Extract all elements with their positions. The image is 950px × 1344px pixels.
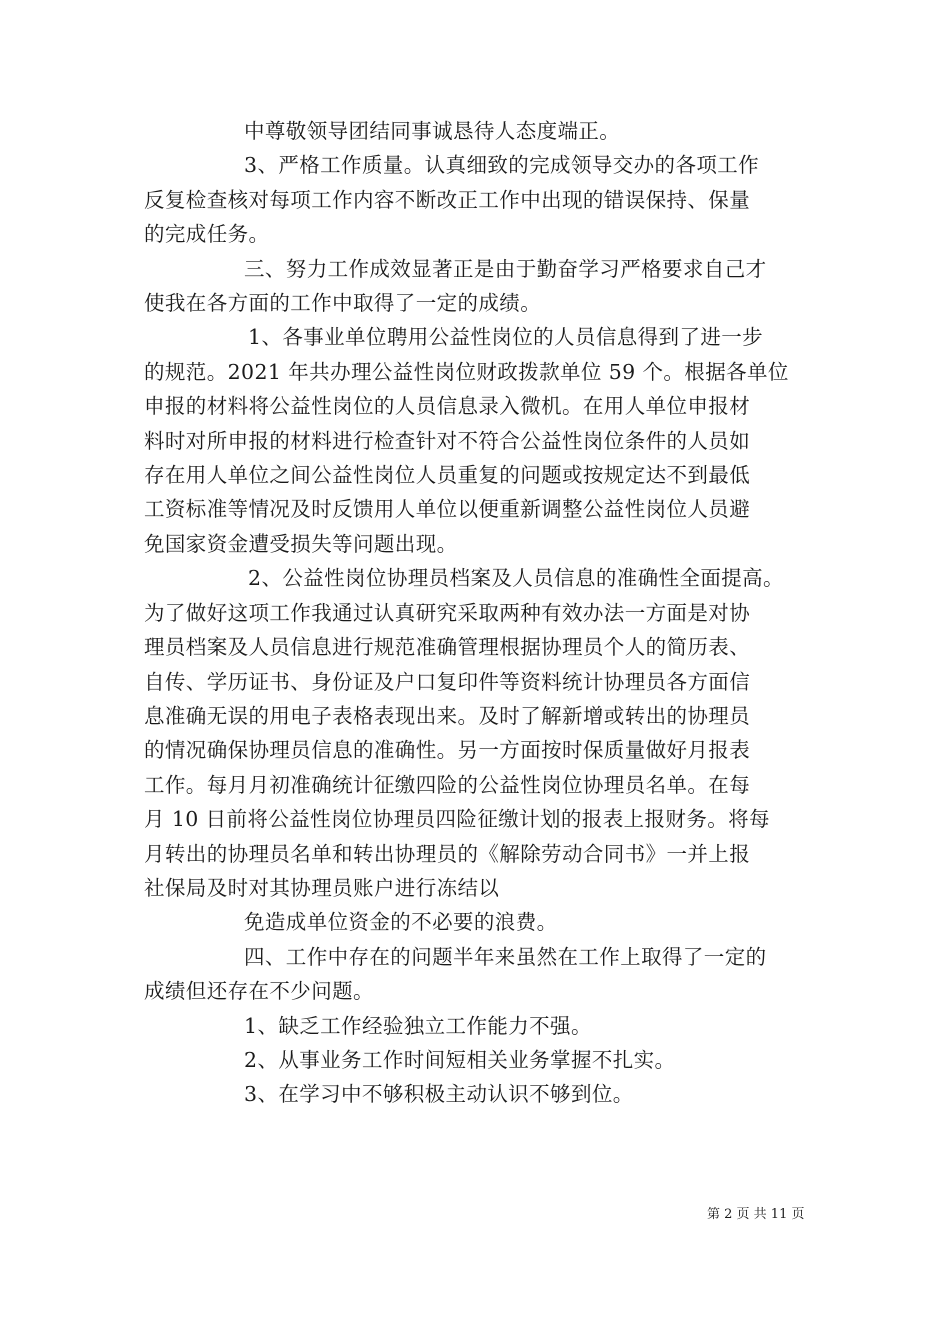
text-line: 成绩但还存在不少问题。 xyxy=(144,979,374,1004)
paragraph-7 xyxy=(144,940,809,1009)
text-line: 2、公益性岗位协理员档案及人员信息的准确性全面提高。 xyxy=(248,566,784,591)
text-line: 为了做好这项工作我通过认真研究采取两种有效办法一方面是对协 xyxy=(144,600,751,625)
text-line: 工作。每月月初准确统计征缴四险的公益性岗位协理员名单。在每 xyxy=(144,772,751,797)
text-line: 月转出的协理员名单和转出协理员的《解除劳动合同书》一并上报 xyxy=(144,841,751,866)
text-line: 理员档案及人员信息进行规范准确管理根据协理员个人的简历表、 xyxy=(144,635,751,660)
paragraph-6 xyxy=(144,905,809,939)
document-body xyxy=(144,114,809,1112)
paragraph-2 xyxy=(144,148,809,251)
text-line: 免造成单位资金的不必要的浪费。 xyxy=(244,910,558,935)
text-line: 3、在学习中不够积极主动认识不够到位。 xyxy=(244,1082,634,1107)
paragraph-4 xyxy=(144,320,809,561)
paragraph-10 xyxy=(144,1077,809,1111)
text-line: 1、缺乏工作经验独立工作能力不强。 xyxy=(244,1013,592,1038)
text-line: 料时对所申报的材料进行检查针对不符合公益性岗位条件的人员如 xyxy=(144,428,751,453)
page-number-footer: 第 2 页 共 11 页 xyxy=(707,1207,805,1222)
text-line: 3、严格工作质量。认真细致的完成领导交办的各项工作 xyxy=(244,153,760,178)
text-line: 的规范。2021 年共办理公益性岗位财政拨款单位 59 个。根据各单位 xyxy=(144,359,789,384)
text-line: 社保局及时对其协理员账户进行冻结以 xyxy=(144,875,500,900)
text-line: 反复检查核对每项工作内容不断改正工作中出现的错误保持、保量 xyxy=(144,187,751,212)
text-line: 2、从事业务工作时间短相关业务掌握不扎实。 xyxy=(244,1047,676,1072)
text-line: 月 10 日前将公益性岗位协理员四险征缴计划的报表上报财务。将每 xyxy=(144,807,770,832)
text-line: 中尊敬领导团结同事诚恳待人态度端正。 xyxy=(244,119,621,143)
text-line: 使我在各方面的工作中取得了一定的成绩。 xyxy=(144,291,542,316)
paragraph-8 xyxy=(144,1009,809,1043)
text-line: 1、各事业单位聘用公益性岗位的人员信息得到了进一步 xyxy=(248,325,764,350)
text-line: 申报的材料将公益性岗位的人员信息录入微机。在用人单位申报材 xyxy=(144,394,751,419)
paragraph-5 xyxy=(144,561,809,905)
text-line: 四、工作中存在的问题半年来虽然在工作上取得了一定的 xyxy=(244,944,767,969)
text-line: 自传、学历证书、身份证及户口复印件等资料统计协理员各方面信 xyxy=(144,669,751,694)
text-line: 工资标准等情况及时反馈用人单位以便重新调整公益性岗位人员避 xyxy=(144,497,751,522)
text-line: 存在用人单位之间公益性岗位人员重复的问题或按规定达不到最低 xyxy=(144,463,751,488)
text-line: 三、努力工作成效显著正是由于勤奋学习严格要求自己才 xyxy=(244,256,767,281)
text-line: 息准确无误的用电子表格表现出来。及时了解新增或转出的协理员 xyxy=(144,703,751,728)
paragraph-3 xyxy=(144,252,809,321)
paragraph-9 xyxy=(144,1043,809,1077)
text-line: 的完成任务。 xyxy=(144,222,270,247)
paragraph-1 xyxy=(144,114,809,148)
text-line: 的情况确保协理员信息的准确性。另一方面按时保质量做好月报表 xyxy=(144,738,751,763)
text-line: 免国家资金遭受损失等问题出现。 xyxy=(144,531,458,556)
